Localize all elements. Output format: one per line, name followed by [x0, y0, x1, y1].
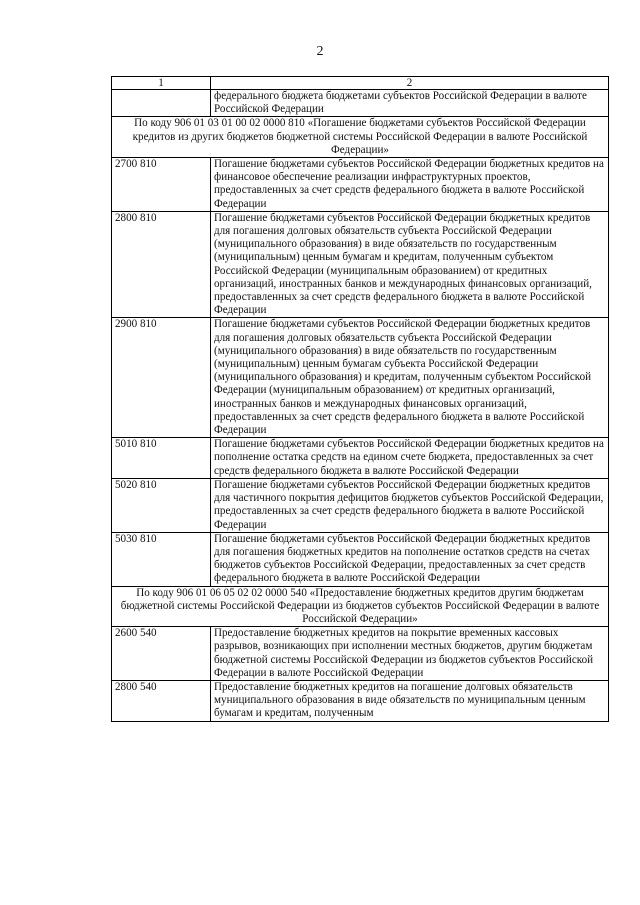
- budget-code-table: [111, 76, 609, 722]
- table-row: [112, 158, 609, 212]
- section-header-row: [112, 117, 609, 158]
- section-title: По коду 906 01 06 05 02 02 0000 540 «Предоставление бюджетных кредитов другим бюджетам бюджетной системы Российской Федерации из бюджетов субъектов Российской Федерации в валюте Российской Федерации»: [112, 586, 609, 627]
- budget-code-description: Погашение бюджетами субъектов Российской Федерации бюджетных кредитов для погашения долговых обязательств субъекта Российской Федерации (муниципального образования) в виде обязательств по государственным (муниципальным) ценным бумагам субъекта Российской Федерации (муниципального образования) и кредитам, полученным субъектом Российской Федерации (муниципальным образованием) от кредитных организаций, иностранных банков и международных финансовых организаций, предоставленных за счет средств федерального бюджета в валюте Российской Федерации: [211, 318, 609, 438]
- column-header-2: 2: [211, 77, 609, 90]
- page-number: 2: [316, 44, 324, 59]
- budget-code: 5030 810: [112, 532, 211, 586]
- budget-code-description: Предоставление бюджетных кредитов на покрытие временных кассовых разрывов, возникающих при исполнении местных бюджетов, другим бюджетам бюджетной системы Российской Федерации из бюджетов субъектов Российской Федерации в валюте Российской Федерации: [211, 627, 609, 681]
- budget-code-description: федерального бюджета бюджетами субъектов Российской Федерации в валюте Российской Федерации: [211, 90, 609, 117]
- table-row: [112, 211, 609, 318]
- budget-code: 2600 540: [112, 627, 211, 681]
- table-row: [112, 680, 609, 721]
- column-header-1: 1: [112, 77, 211, 90]
- budget-code-description: Предоставление бюджетных кредитов на погашение долговых обязательств муниципального образования в виде обязательств по муниципальным ценным бумагам и кредитам, полученным: [211, 680, 609, 721]
- table-row: [112, 438, 609, 479]
- budget-code: [112, 90, 211, 117]
- table-row: [112, 90, 609, 117]
- budget-code-description: Погашение бюджетами субъектов Российской Федерации бюджетных кредитов для погашения долговых обязательств субъекта Российской Федерации (муниципального образования) в виде обязательств по государственным (муниципальным) ценным бумагам и кредитам, полученным субъектом Российской Федерации (муниципальным образованием) от кредитных организаций, иностранных банков и международных финансовых организаций, предоставленных за счет средств федерального бюджета в валюте Российской Федерации: [211, 211, 609, 318]
- budget-code: 2800 540: [112, 680, 211, 721]
- table-header-row: [112, 77, 609, 90]
- table-row: [112, 478, 609, 532]
- budget-code: 5010 810: [112, 438, 211, 479]
- table-row: [112, 532, 609, 586]
- table-row: [112, 318, 609, 438]
- section-title: По коду 906 01 03 01 00 02 0000 810 «Погашение бюджетами субъектов Российской Федерации кредитов из других бюджетов бюджетной системы Российской Федерации в валюте Российской Федерации»: [112, 117, 609, 158]
- budget-code-description: Погашение бюджетами субъектов Российской Федерации бюджетных кредитов на пополнение остатка средств на едином счете бюджета, предоставленных за счет средств федерального бюджета в валюте Российской Федерации: [211, 438, 609, 479]
- budget-code-description: Погашение бюджетами субъектов Российской Федерации бюджетных кредитов для погашения бюджетных кредитов на пополнение остатков средств на счетах бюджетов субъектов Российской Федерации, предоставленных за счет средств федерального бюджета в валюте Российской Федерации: [211, 532, 609, 586]
- budget-code: 2800 810: [112, 211, 211, 318]
- budget-code: 2900 810: [112, 318, 211, 438]
- table-row: [112, 627, 609, 681]
- budget-code: 5020 810: [112, 478, 211, 532]
- budget-code: 2700 810: [112, 158, 211, 212]
- budget-code-description: Погашение бюджетами субъектов Российской Федерации бюджетных кредитов для частичного покрытия дефицитов бюджетов субъектов Российской Федерации, предоставленных за счет средств федерального бюджета в валюте Российской Федерации: [211, 478, 609, 532]
- budget-code-description: Погашение бюджетами субъектов Российской Федерации бюджетных кредитов на финансовое обеспечение реализации инфраструктурных проектов, предоставленных за счет средств федерального бюджета в валюте Российской Федерации: [211, 158, 609, 212]
- section-header-row: [112, 586, 609, 627]
